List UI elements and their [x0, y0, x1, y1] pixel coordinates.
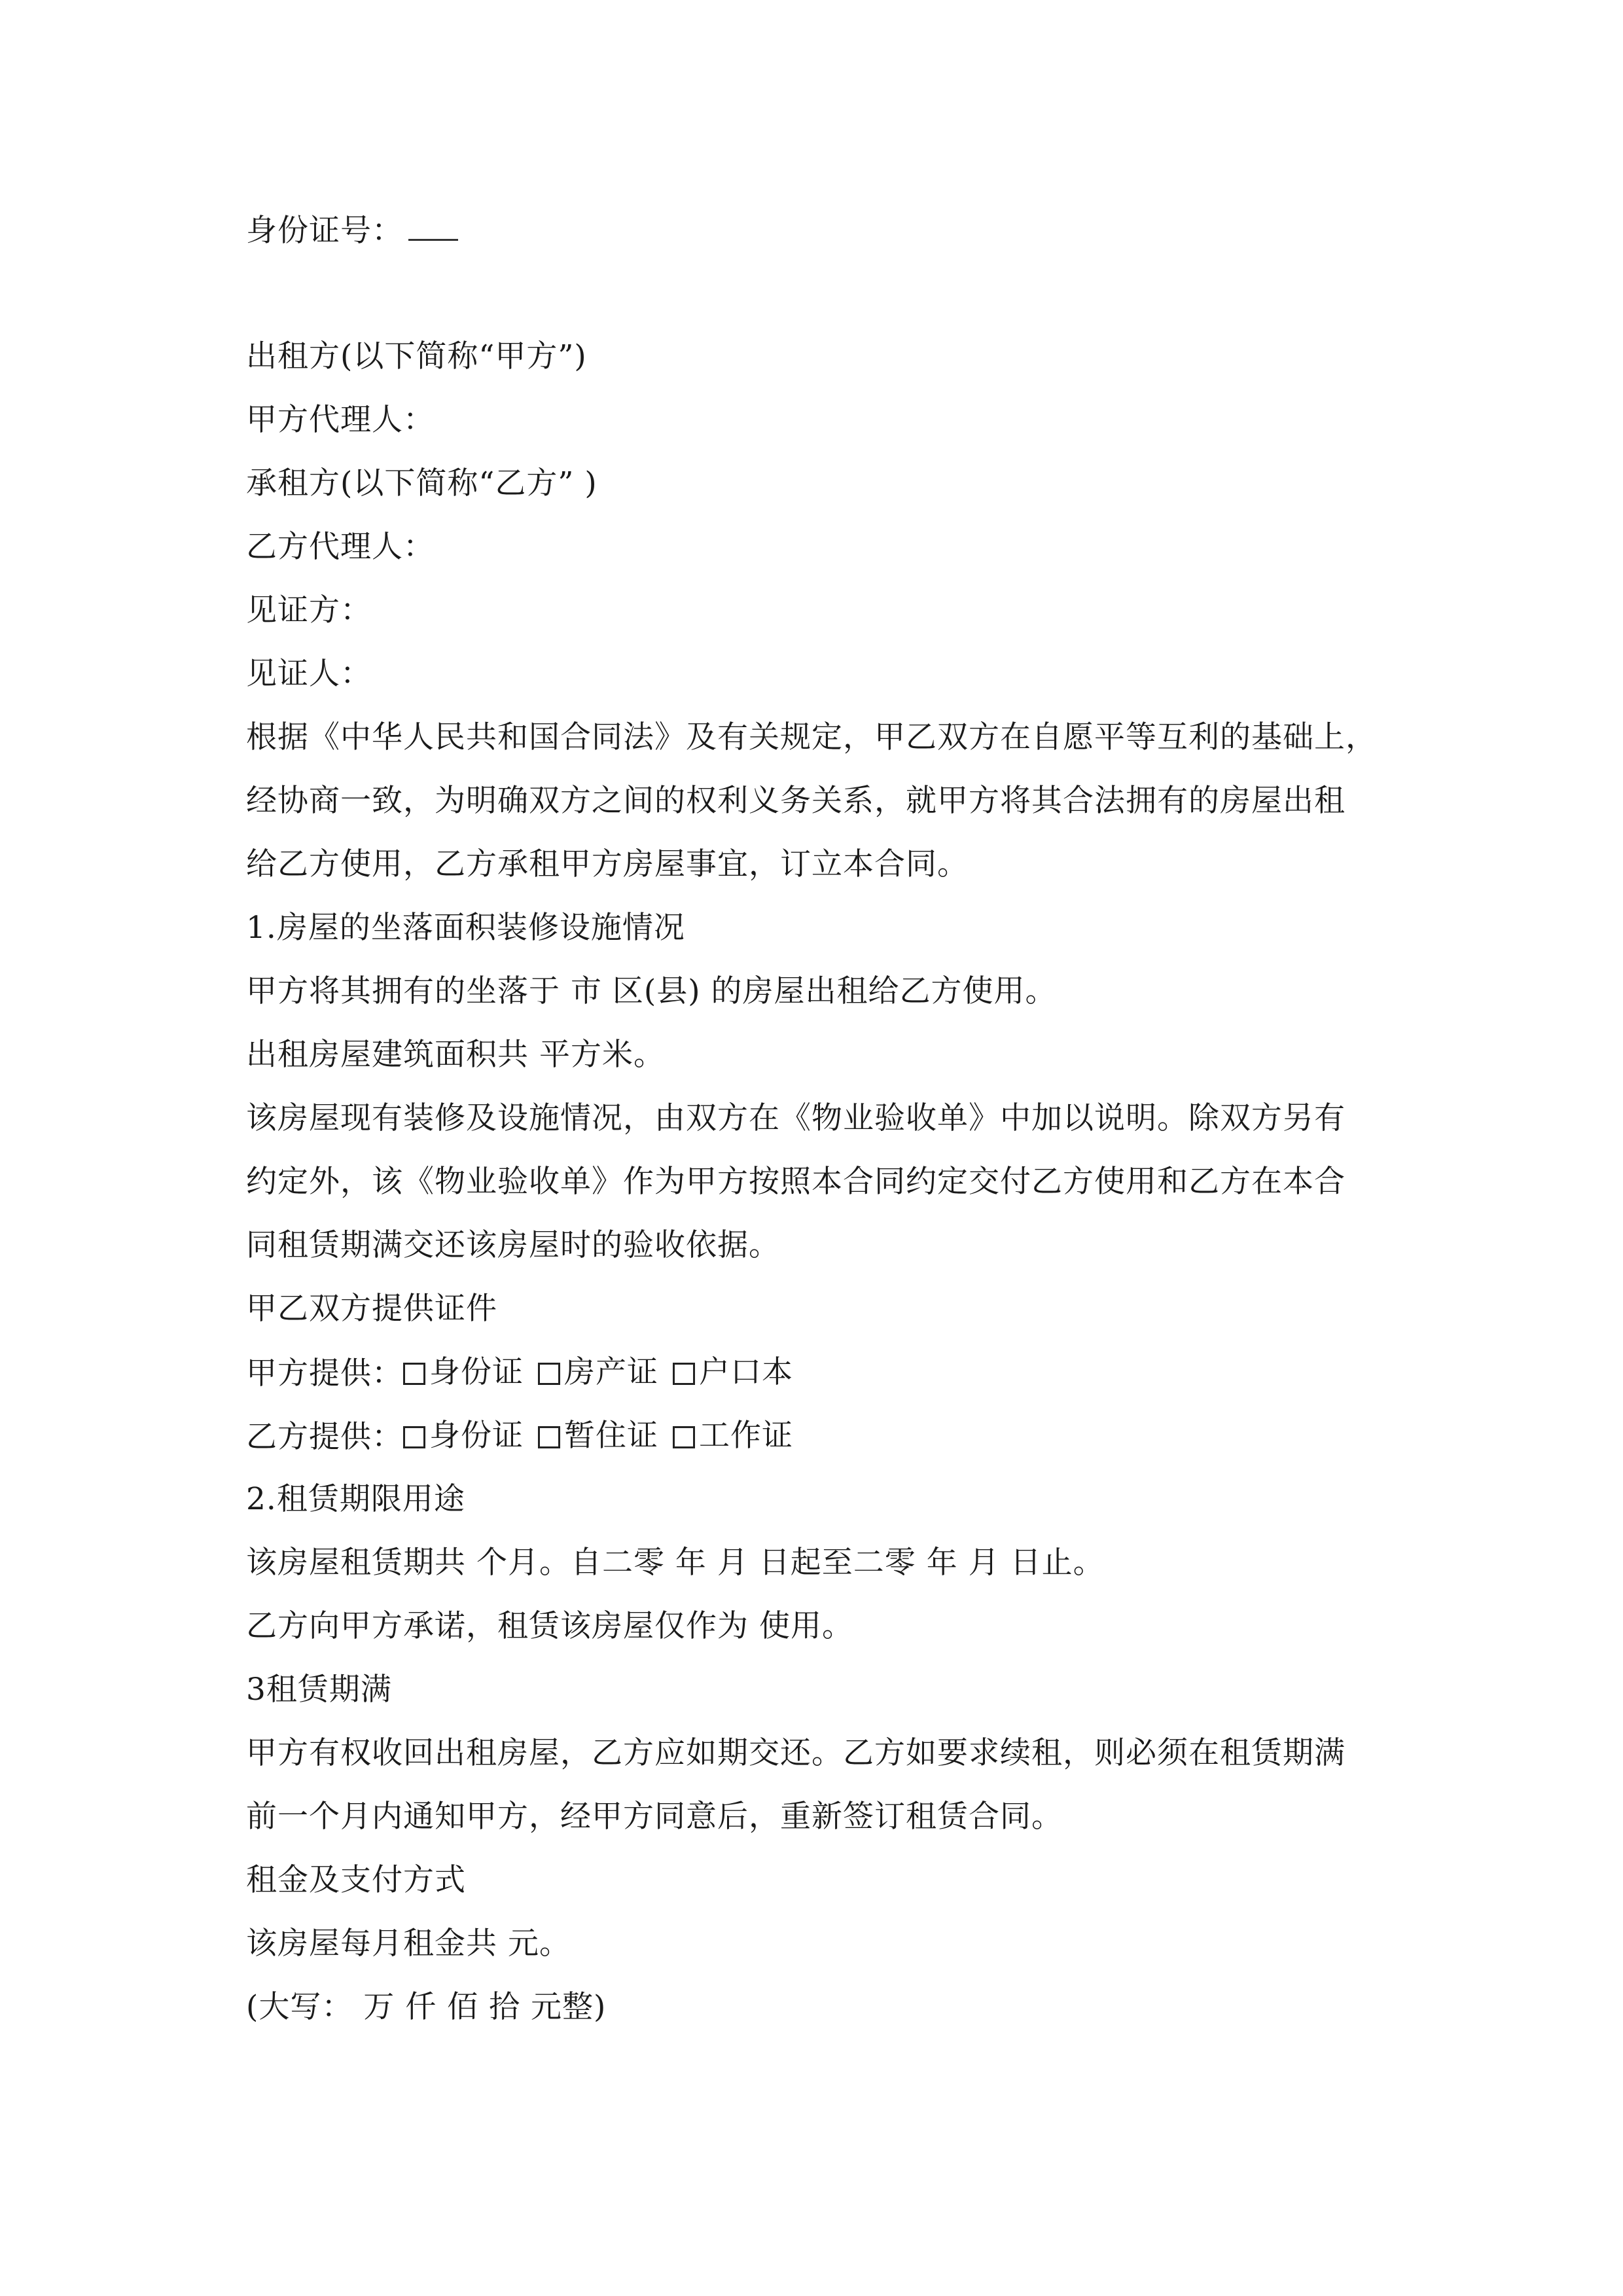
- party-a-doc-label: 房产证: [564, 1354, 658, 1390]
- section1-decor-line-3: 同租赁期满交还该房屋时的验收依据。: [246, 1227, 780, 1263]
- section2-heading: 2.租赁期限用途: [246, 1481, 465, 1517]
- party-b-doc-residence-permit[interactable]: [538, 1416, 658, 1456]
- party-a-doc-property-cert[interactable]: [538, 1353, 658, 1392]
- party-b-doc-label: 身份证: [429, 1418, 524, 1454]
- party-b-doc-label: 暂住证: [564, 1418, 658, 1454]
- rent-heading: 租金及支付方式: [246, 1862, 466, 1898]
- checkbox-icon[interactable]: [403, 1363, 425, 1385]
- id-number-line: [246, 211, 1385, 251]
- documents-heading: 甲乙双方提供证件: [246, 1291, 497, 1327]
- party-a-doc-household-reg[interactable]: [673, 1353, 793, 1392]
- party-a-documents-line: [246, 1353, 1385, 1392]
- preamble-line-1: 根据《中华人民共和国合同法》及有关规定，甲乙双方在自愿平等互利的基础上，: [246, 719, 1377, 755]
- checkbox-icon[interactable]: [673, 1363, 695, 1385]
- section3-line-2: 前一个月内通知甲方，经甲方同意后，重新签订租赁合同。: [246, 1799, 1063, 1835]
- witness-person-line: 见证人：: [246, 656, 372, 692]
- section1-location: 甲方将其拥有的坐落于 市 区(县) 的房屋出租给乙方使用。: [246, 973, 1057, 1009]
- preamble-line-3: 给乙方使用，乙方承租甲方房屋事宜，订立本合同。: [246, 846, 969, 882]
- section1-area: 出租房屋建筑面积共 平方米。: [246, 1037, 665, 1073]
- section1-decor-line-1: 该房屋现有装修及设施情况，由双方在《物业验收单》中加以说明。除双方另有: [246, 1100, 1346, 1136]
- party-a-doc-label: 身份证: [429, 1354, 524, 1390]
- checkbox-icon[interactable]: [538, 1426, 560, 1448]
- section2-term: 该房屋租赁期共 个月。自二零 年 月 日起至二零 年 月 日止。: [246, 1545, 1105, 1581]
- lessor-line: 出租方(以下简称“甲方”): [246, 338, 587, 374]
- party-a-doc-label: 户口本: [699, 1354, 793, 1390]
- id-number-blank: [408, 214, 458, 241]
- lessee-agent-line: 乙方代理人：: [246, 529, 435, 565]
- party-a-checkbox-group: [403, 1353, 808, 1392]
- party-a-docs-label: 甲方提供：: [246, 1355, 403, 1391]
- rent-monthly: 该房屋每月租金共 元。: [246, 1926, 571, 1962]
- rent-capital: (大写： 万 仟 佰 拾 元整): [246, 1989, 607, 2025]
- id-number-label: 身份证号：: [246, 213, 403, 249]
- party-b-checkbox-group: [403, 1416, 808, 1456]
- section3-line-1: 甲方有权收回出租房屋，乙方应如期交还。乙方如要求续租，则必须在租赁期满: [246, 1735, 1346, 1771]
- party-b-doc-work-permit[interactable]: [673, 1416, 793, 1456]
- checkbox-icon[interactable]: [538, 1363, 560, 1385]
- section1-decor-line-2: 约定外，该《物业验收单》作为甲方按照本合同约定交付乙方使用和乙方在本合: [246, 1164, 1346, 1200]
- section2-use: 乙方向甲方承诺，租赁该房屋仅作为 使用。: [246, 1608, 853, 1644]
- lessor-agent-line: 甲方代理人：: [246, 402, 435, 438]
- party-b-doc-id-card[interactable]: [403, 1416, 524, 1456]
- lessee-line: 承租方(以下简称“乙方” ): [246, 465, 597, 501]
- checkbox-icon[interactable]: [673, 1426, 695, 1448]
- section3-heading: 3租赁期满: [246, 1672, 392, 1708]
- party-a-doc-id-card[interactable]: [403, 1353, 524, 1392]
- preamble-line-2: 经协商一致，为明确双方之间的权利义务关系，就甲方将其合法拥有的房屋出租: [246, 783, 1346, 819]
- party-b-doc-label: 工作证: [699, 1418, 793, 1454]
- party-b-docs-label: 乙方提供：: [246, 1419, 403, 1455]
- witness-party-line: 见证方：: [246, 592, 372, 628]
- checkbox-icon[interactable]: [403, 1426, 425, 1448]
- party-b-documents-line: [246, 1416, 1385, 1456]
- section1-heading: 1.房屋的坐落面积装修设施情况: [246, 910, 685, 946]
